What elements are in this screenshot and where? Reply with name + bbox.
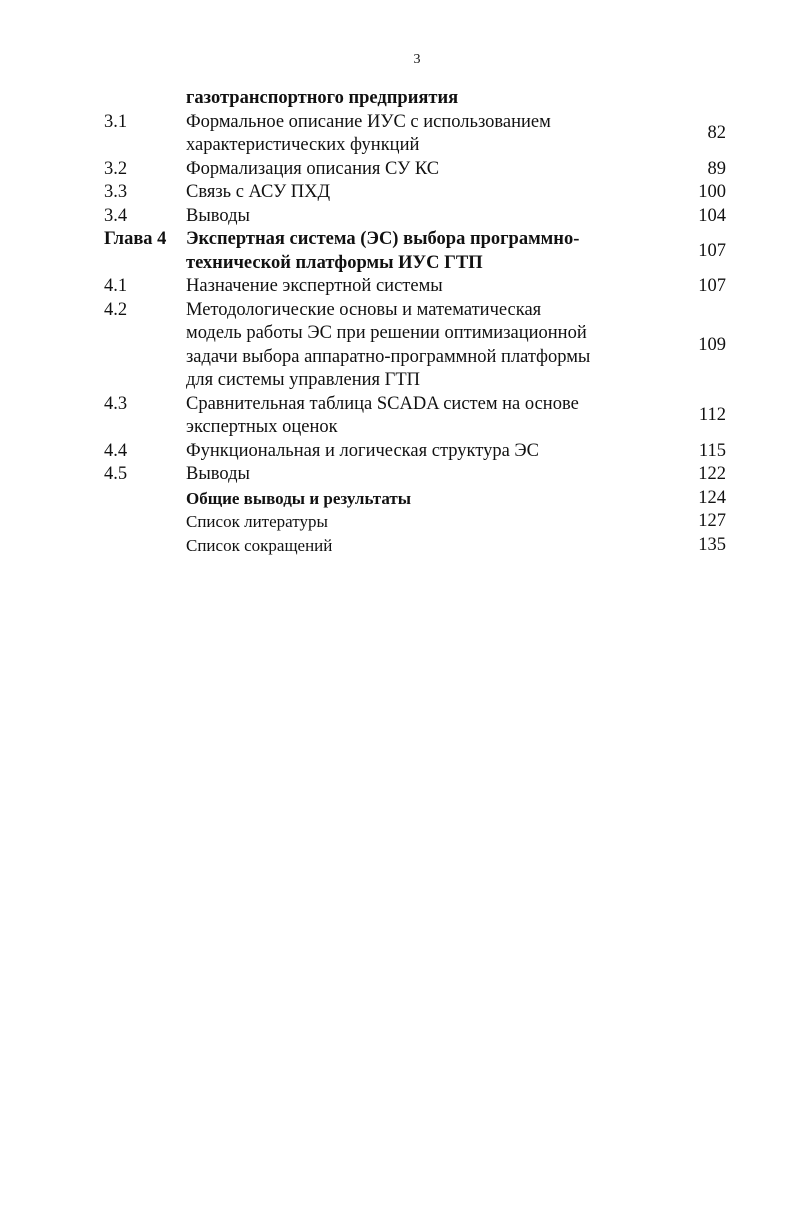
toc-entry-title: Список литературы	[186, 512, 328, 531]
toc-entry-title: Формальное описание ИУС с использованием характеристических функций	[186, 111, 551, 155]
toc-entry-3-1	[104, 111, 726, 158]
toc-entry-4-4	[104, 440, 726, 464]
toc-entry-page: 107	[698, 276, 726, 296]
toc-entry-number: 3.1	[104, 111, 128, 132]
toc-continuation-title: газотранспортного предприятия	[186, 88, 459, 108]
toc-entry-3-2	[104, 158, 726, 182]
toc-entry-page: 107	[698, 240, 726, 261]
toc-entry-title: Выводы	[186, 464, 250, 484]
toc-entry-number: 4.5	[104, 464, 128, 484]
toc-chapter-number: Глава 4	[104, 229, 167, 249]
page-number: 3	[413, 52, 421, 67]
toc-entry-4-1	[104, 275, 726, 299]
toc-entry-abbreviations	[104, 534, 726, 558]
toc-entry-page: 112	[698, 405, 726, 426]
toc-entry-number: 4.1	[104, 276, 128, 296]
toc-entry-page: 124	[698, 487, 726, 508]
toc-entry-title: Функциональная и логическая структура ЭС	[186, 440, 539, 461]
toc-entry-3-4	[104, 205, 726, 229]
toc-entry-number: 4.4	[104, 440, 128, 461]
toc-chapter-title: Экспертная система (ЭС) выбора программно- технической платформы ИУС ГТП	[186, 229, 580, 273]
toc-entry-page: 109	[698, 334, 726, 355]
toc-entry-4-5	[104, 463, 726, 487]
toc-entry-page: 89	[707, 158, 726, 179]
toc-entry-page: 82	[707, 123, 726, 144]
toc-entry-references	[104, 510, 726, 534]
toc-entry-chapter-4	[104, 228, 726, 275]
toc-entry-page: 135	[698, 534, 726, 555]
table-of-contents	[104, 87, 726, 557]
toc-entry-title: Назначение экспертной системы	[186, 276, 443, 296]
toc-entry-page: 122	[698, 464, 726, 484]
toc-entry-number: 4.3	[104, 393, 128, 414]
toc-entry-title: Выводы	[186, 205, 250, 226]
toc-entry-number: 3.3	[104, 182, 128, 202]
toc-entry-4-3	[104, 393, 726, 440]
toc-entry-number: 4.2	[104, 299, 128, 320]
toc-entry-page: 104	[698, 205, 726, 226]
toc-entry-title: Связь с АСУ ПХД	[186, 182, 331, 202]
toc-entry-number: 3.2	[104, 158, 128, 179]
toc-entry-page: 127	[698, 511, 726, 531]
toc-entry-number: 3.4	[104, 205, 128, 226]
toc-entry-page: 100	[698, 182, 726, 202]
toc-entry-title: Методологические основы и математическая модель работы ЭС при решении оптимизационной задачи выбора аппаратно-программной платформы для системы управления ГТП	[186, 299, 591, 390]
toc-entry-page: 115	[698, 440, 726, 461]
toc-entry-4-2	[104, 299, 726, 393]
toc-entry-title: Сравнительная таблица SCADA систем на основе экспертных оценок	[186, 393, 579, 437]
toc-continuation-row	[104, 87, 726, 111]
toc-entry-title: Общие выводы и результаты	[186, 488, 412, 508]
toc-entry-3-3	[104, 181, 726, 205]
toc-entry-title: Формализация описания СУ КС	[186, 158, 440, 179]
toc-entry-title: Список сокращений	[186, 535, 333, 555]
toc-entry-conclusions	[104, 487, 726, 511]
